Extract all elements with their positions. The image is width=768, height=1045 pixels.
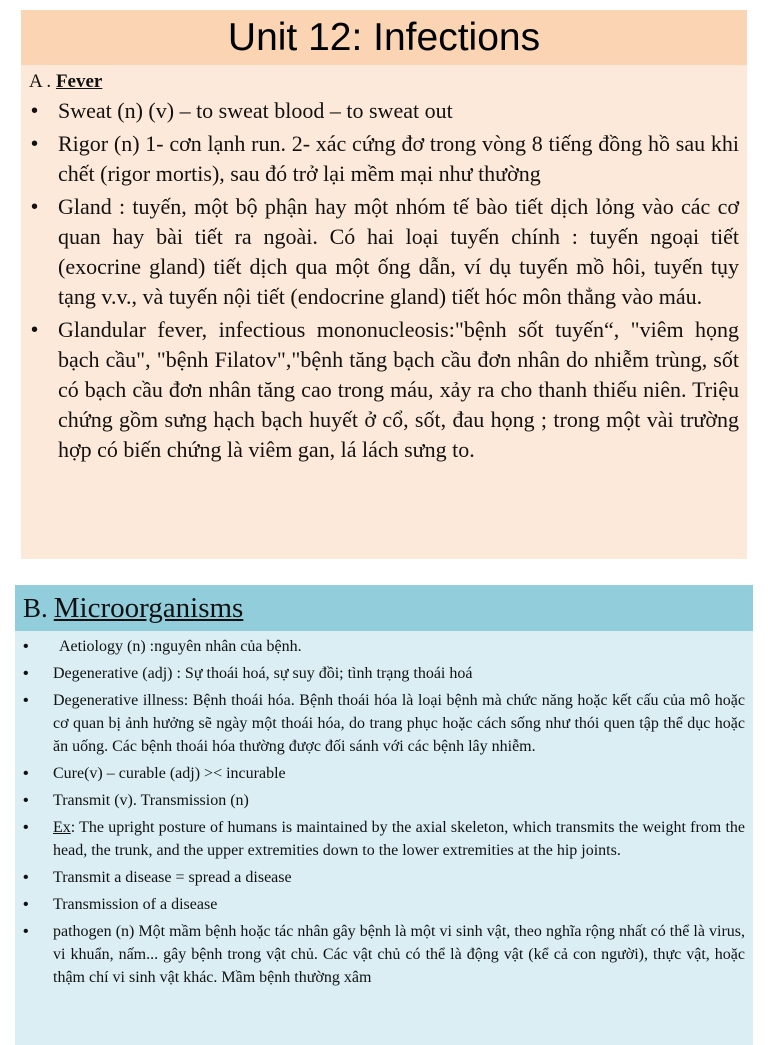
slide-fever	[21, 10, 747, 559]
bullet-icon: •	[23, 792, 29, 809]
list-item: • Transmit (v). Transmission (n)	[23, 789, 745, 812]
bullet-icon: •	[23, 896, 29, 913]
bullet-icon: •	[23, 869, 29, 886]
section-label: Fever	[55, 71, 103, 92]
fever-list	[21, 96, 747, 465]
section-letter: B.	[23, 592, 48, 623]
microorganisms-list	[15, 631, 753, 989]
list-item: • Gland : tuyến, một bộ phận hay một nhóm tế bào tiết dịch lỏng vào các cơ quan hay bài tiết ra ngoài. Có hai loại tuyến chính : tuyến ngoại tiết (exocrine gland) tiết dịch qua một ống dẫn, ví dụ tuyến mồ hôi, tuyến tụy tạng v.v., và tuyến nội tiết (endocrine gland) tiết hóc môn thẳng vào máu.	[31, 194, 739, 309]
title-bar	[21, 10, 747, 65]
bullet-icon: •	[23, 765, 29, 782]
list-item: • Transmission of a disease	[23, 893, 745, 916]
bullet-icon: •	[23, 638, 29, 655]
bullet-icon: •	[31, 319, 39, 341]
example-label: Ex	[53, 819, 71, 836]
title-bar	[15, 585, 753, 631]
bullet-icon: •	[31, 100, 39, 122]
bullet-icon: •	[23, 819, 29, 836]
section-prefix: A .	[29, 71, 56, 92]
list-item: • Sweat (n) (v) – to sweat blood – to sweat out	[31, 96, 739, 126]
list-item: • Glandular fever, infectious mononucleosis:"bệnh sốt tuyến“, "viêm họng bạch cầu", "bệnh Filatov","bệnh tăng bạch cầu đơn nhân do nhiễm trùng, sốt có bạch cầu đơn nhân tăng cao trong máu, xảy ra cho thanh thiếu niên. Triệu chứng gồm sưng hạch bạch huyết ở cổ, sốt, đau họng ; trong một vài trường hợp có biến chứng là viêm gan, lá lách sưng to.	[31, 317, 739, 462]
list-item	[23, 816, 745, 862]
list-item: • Aetiology (n) :nguyên nhân của bệnh.	[23, 635, 745, 658]
section-a-heading	[21, 65, 747, 93]
section-title: Microorganisms	[53, 591, 244, 624]
bullet-icon: •	[31, 196, 39, 218]
bullet-icon: •	[23, 692, 29, 709]
list-item: • Cure(v) – curable (adj) >< incurable	[23, 762, 745, 785]
page-title: Unit 12: Infections	[227, 16, 541, 59]
bullet-icon: •	[23, 665, 29, 682]
slide-microorganisms	[15, 585, 753, 1045]
list-item: • Rigor (n) 1- cơn lạnh run. 2- xác cứng đơ trong vòng 8 tiếng đồng hồ sau khi chết (rigor mortis), sau đó trở lại mềm mại như thường	[31, 131, 739, 186]
list-item: • Degenerative (adj) : Sự thoái hoá, sự suy đồi; tình trạng thoái hoá	[23, 662, 745, 685]
bullet-icon: •	[23, 923, 29, 940]
example-text: : The upright posture of humans is maintained by the axial skeleton, which transmits the weight from the head, the trunk, and the upper extremities down to the lower extremities at the hip joints.	[53, 819, 745, 859]
bullet-icon: •	[31, 133, 39, 155]
list-item: • Degenerative illness: Bệnh thoái hóa. Bệnh thoái hóa là loại bệnh mà chức năng hoặc kết cấu của mô hoặc cơ quan bị ảnh hưởng sẽ ngày một thoái hóa, do trang phục hoặc cách sống như thói quen tập thể dục hoặc ăn uống. Các bệnh thoái hóa thường được đối sánh với các bệnh lây nhiễm.	[23, 689, 745, 758]
list-item: • pathogen (n) Một mầm bệnh hoặc tác nhân gây bệnh là một vi sinh vật, theo nghĩa rộng nhất có thể là virus, vi khuẩn, nấm... gây bệnh trong vật chủ. Các vật chủ có thể là động vật (kể cả con người), thực vật, hoặc thậm chí vi sinh vật khác. Mầm bệnh thường xâm	[23, 920, 745, 989]
list-item: • Transmit a disease = spread a disease	[23, 866, 745, 889]
